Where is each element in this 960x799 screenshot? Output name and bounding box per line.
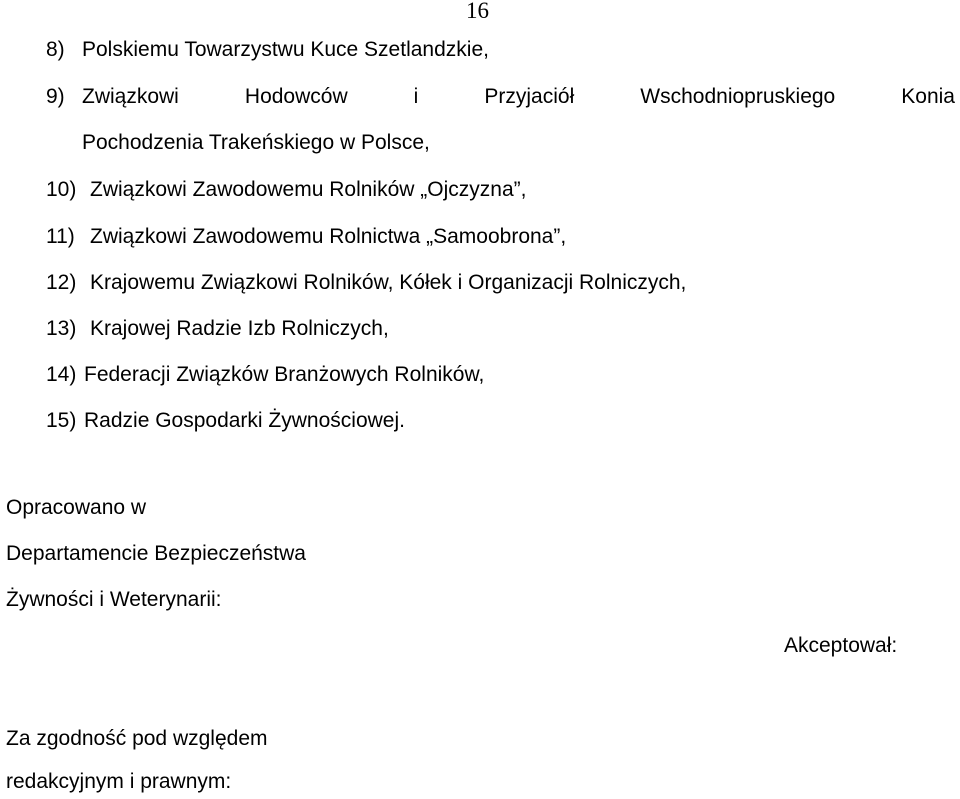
list-item-number: 9): [46, 85, 65, 108]
list-item-text: Polskiemu Towarzystwu Kuce Szetlandzkie,: [82, 38, 489, 61]
list-item-number: 10): [46, 178, 77, 201]
prepared-by-line-3: Żywności i Weterynarii:: [6, 588, 222, 611]
page-number: 16: [466, 0, 489, 23]
conformity-line-2: redakcyjnym i prawnym:: [6, 770, 232, 793]
list-item-word: Przyjaciół: [484, 85, 575, 108]
list-item-word: Związkowi: [82, 85, 179, 108]
list-item-number: 12): [46, 271, 77, 294]
list-item-text: Związkowi Zawodowemu Rolników „Ojczyzna”,: [90, 178, 527, 201]
list-item-number: 15): [46, 409, 77, 432]
list-item-number: 14): [46, 363, 77, 386]
list-item-number: 11): [46, 225, 75, 248]
list-item-text: Federacji Związków Branżowych Rolników,: [84, 363, 485, 386]
prepared-by-line-1: Opracowano w: [6, 496, 147, 519]
list-item-text: [82, 84, 955, 110]
list-item-number: 8): [46, 38, 65, 61]
list-item-word: Hodowców: [244, 85, 348, 108]
prepared-by-line-2: Departamencie Bezpieczeństwa: [6, 542, 306, 565]
list-item-word: i: [413, 85, 419, 108]
list-item-number: 13): [46, 317, 77, 340]
list-item-text: Pochodzenia Trakeńskiego w Polsce,: [82, 131, 430, 154]
list-item-text: Radzie Gospodarki Żywnościowej.: [84, 409, 405, 432]
list-item-text: Związkowi Zawodowemu Rolnictwa „Samoobrona”,: [90, 225, 567, 248]
list-item-word: Wschodniopruskiego: [640, 85, 836, 108]
list-item-text: Krajowej Radzie Izb Rolniczych,: [90, 317, 389, 340]
conformity-line-1: Za zgodność pod względem: [6, 727, 268, 750]
list-item-word: Konia: [901, 85, 955, 108]
accepted-label: Akceptował:: [784, 634, 898, 657]
list-item-text: Krajowemu Związkowi Rolników, Kółek i Organizacji Rolniczych,: [90, 271, 687, 294]
